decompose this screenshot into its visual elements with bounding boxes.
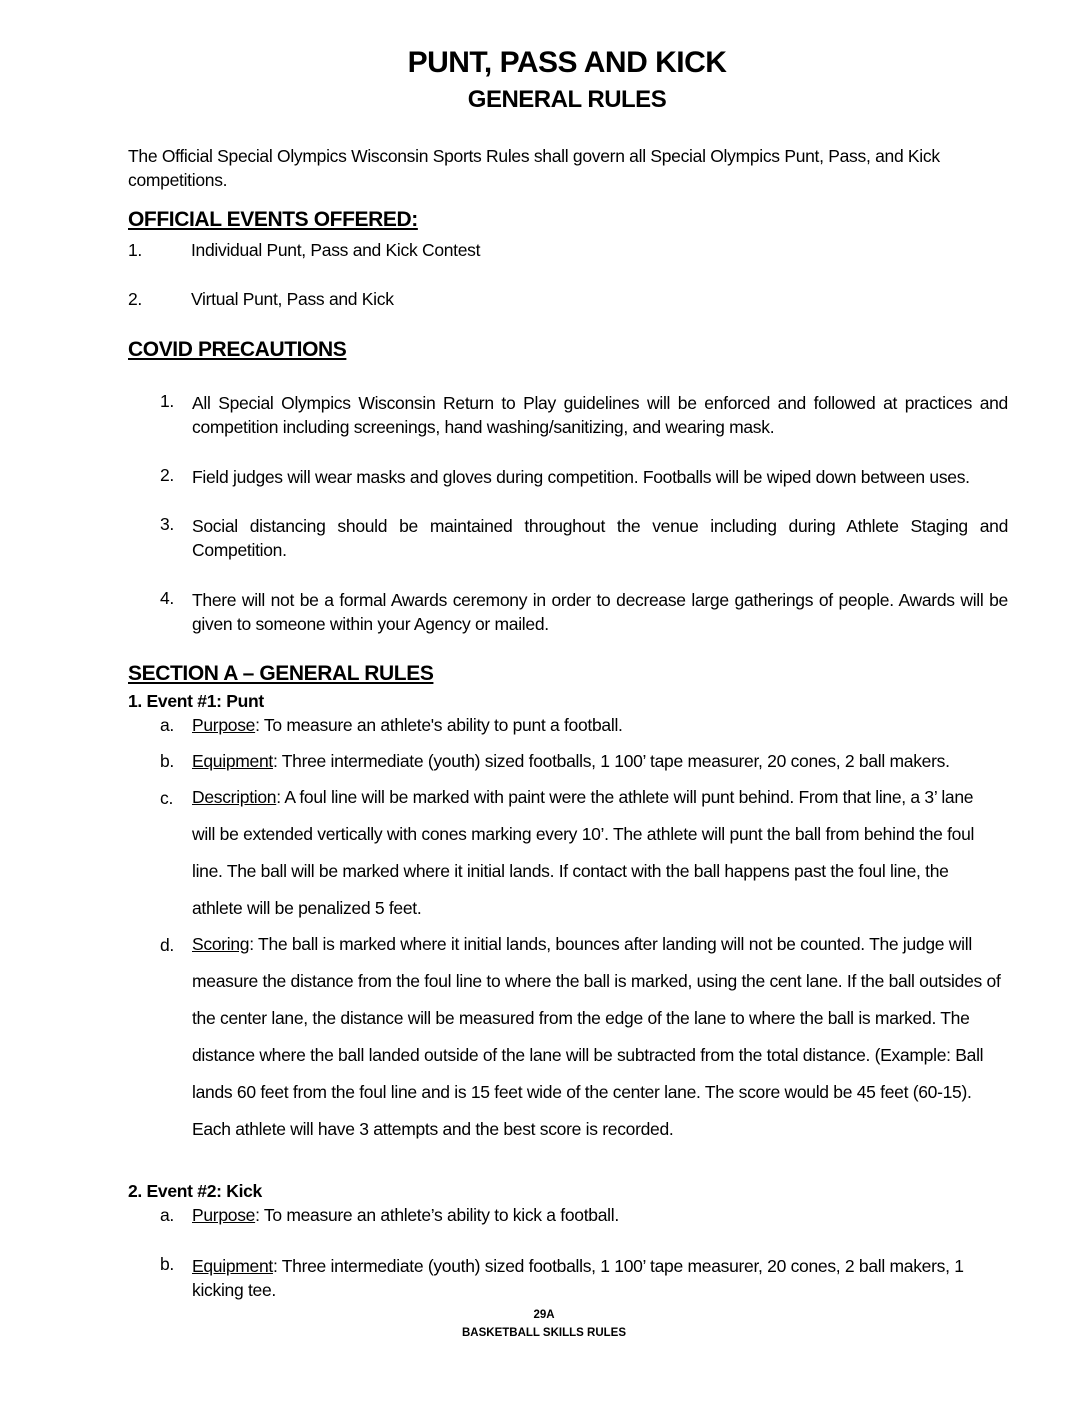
page-subtitle: GENERAL RULES (467, 86, 667, 113)
covid-item-number: 1. (160, 391, 174, 411)
official-event-number: 1. (128, 240, 142, 260)
equipment-label: Equipment (192, 1256, 273, 1276)
intro-paragraph: The Official Special Olympics Wisconsin Sports Rules shall govern all Special Olympics Punt, Pass, and Kick competitions. (128, 146, 940, 190)
event2-item-letter: b. (160, 1254, 174, 1274)
covid-item-text: Field judges will wear masks and gloves during competition. Footballs will be wiped down between uses. (192, 467, 970, 487)
covid-item-text: All Special Olympics Wisconsin Return to Play guidelines will be enforced and followed at practices and competition including screenings, hand washing/sanitizing, and wearing mask. (192, 393, 1008, 437)
event1-item-description (192, 779, 992, 927)
event1-heading: 1. Event #1: Punt (128, 691, 264, 711)
scoring-label: Scoring (192, 934, 250, 954)
covid-item-number: 4. (160, 588, 174, 608)
event1-item-letter: d. (160, 935, 174, 955)
event1-item-letter: a. (160, 715, 174, 735)
event1-item-letter: c. (160, 788, 174, 808)
section-a-heading: SECTION A – GENERAL RULES (128, 662, 434, 685)
event2-heading: 2. Event #2: Kick (128, 1181, 262, 1201)
purpose-text: : To measure an athlete's ability to punt a football. (255, 715, 623, 735)
official-event-number: 2. (128, 289, 142, 309)
purpose-text: : To measure an athlete’s ability to kick a football. (255, 1205, 619, 1225)
purpose-label: Purpose (192, 715, 256, 735)
equipment-text: : Three intermediate (youth) sized footballs, 1 100’ tape measurer, 20 cones, 2 ball makers. (272, 751, 950, 771)
description-label: Description (192, 787, 277, 807)
official-events-heading: OFFICIAL EVENTS OFFERED: (128, 208, 418, 231)
description-text: : A foul line will be marked with paint were the athlete will punt behind. From that line, a 3’ lane will be extended vertically with cones marking every 10’. The athlete will punt the ball from behind the foul line. The ball will be marked where it initial lands. If contact with the ball happens past the foul line, the athlete will be penalized 5 feet. (192, 787, 975, 918)
official-event-text: Individual Punt, Pass and Kick Contest (191, 240, 481, 260)
covid-heading: COVID PRECAUTIONS (128, 338, 347, 361)
equipment-text: : Three intermediate (youth) sized footballs, 1 100’ tape measurer, 20 cones, 2 ball makers, 1 kicking tee. (192, 1256, 964, 1300)
page-title: PUNT, PASS AND KICK (407, 46, 727, 79)
covid-item-text: There will not be a formal Awards ceremony in order to decrease large gatherings of people. Awards will be given to someone within your Agency or mailed. (192, 590, 1008, 634)
event1-item-equipment (192, 751, 950, 772)
event2-item-equipment (192, 1254, 1008, 1302)
covid-item-number: 3. (160, 514, 174, 534)
event1-item-scoring (192, 926, 1008, 1148)
footer-section-title: BASKETBALL SKILLS RULES (462, 1327, 626, 1339)
scoring-text: : The ball is marked where it initial lands, bounces after landing will not be counted. The judge will measure the distance from the foul line to where the ball is marked, using the cent lane. If the ball outsides of the center lane, the distance will be measured from the edge of the lane to where the ball is marked. The distance where the ball landed outside of the lane will be subtracted from the total distance. (Example: Ball lands 60 feet from the foul line and is 15 feet wide of the center lane. The score would be 45 feet (60-15). Each athlete will have 3 attempts and the best score is recorded. (192, 934, 1001, 1139)
official-event-text: Virtual Punt, Pass and Kick (191, 289, 394, 309)
covid-item-number: 2. (160, 465, 174, 485)
purpose-label: Purpose (192, 1205, 256, 1225)
equipment-label: Equipment (192, 751, 273, 771)
covid-item-text: Social distancing should be maintained throughout the venue including during Athlete Staging and Competition. (192, 516, 1008, 560)
page-number: 29A (533, 1309, 555, 1321)
event1-item-purpose (192, 715, 623, 736)
event1-item-letter: b. (160, 751, 174, 771)
event2-item-purpose (192, 1205, 619, 1226)
event2-item-letter: a. (160, 1205, 174, 1225)
